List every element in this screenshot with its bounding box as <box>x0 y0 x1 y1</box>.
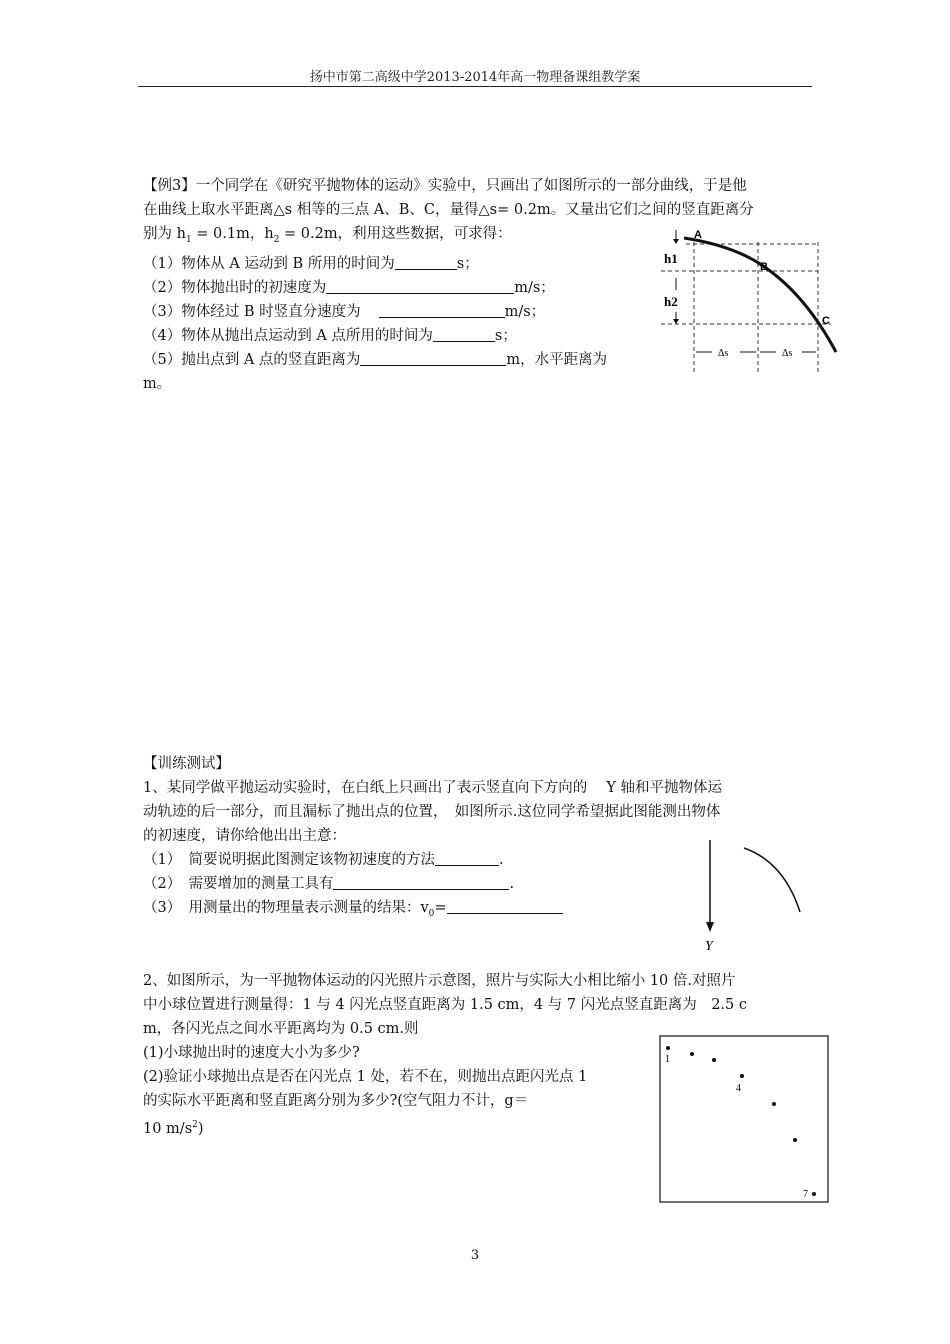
label-ds1: Δs <box>718 348 729 359</box>
answer-blank-2[interactable] <box>326 277 514 294</box>
answer-blank-4[interactable] <box>433 325 495 342</box>
problem2-question1: (1)小球抛出时的速度大小为多少? <box>143 1045 360 1061</box>
question-1: （1）物体从 A 运动到 B 所用的时间为 s； <box>143 252 754 276</box>
problem2-line3: m，各闪光点之间水平距离均为 0.5 cm.则 <box>143 1021 419 1037</box>
page-number: 3 <box>470 1248 480 1263</box>
problem2-text <box>143 969 747 1141</box>
answer-blank-p1-3[interactable] <box>447 897 563 914</box>
label-ds2: Δs <box>782 348 793 359</box>
label-b: B <box>760 261 768 273</box>
example3-line1: 【例3】一个同学在《研究平抛物体的运动》实验中，只画出了如图所示的一部分曲线，于是他 <box>143 178 747 194</box>
flash-point-6 <box>793 1138 797 1142</box>
problem2-question2-l1: (2)验证小球抛出点是否在闪光点 1 处，若不在，则抛出点距闪光点 1 <box>143 1069 588 1085</box>
photo-frame <box>660 1036 828 1202</box>
y-axis-label: Y <box>705 939 713 954</box>
answer-blank-p1-1[interactable] <box>435 849 499 866</box>
problem1-question1: （1） 简要说明据此图测定该物初速度的方法 . <box>143 848 722 872</box>
header-rule <box>138 86 812 87</box>
example3-curve-figure <box>656 224 844 376</box>
problem1-question2: （2） 需要增加的测量工具有 . <box>143 872 722 896</box>
example3-line2: 在曲线上取水平距离△s 相等的三点 A、B、C，量得△s= 0.2m。又量出它们之间的竖直距离分 <box>143 202 754 218</box>
answer-blank-1[interactable] <box>395 253 457 270</box>
trajectory-segment <box>744 848 800 912</box>
problem1-question3: （3） 用测量出的物理量表示测量的结果：$v_0=$ <box>143 896 722 926</box>
problem2-line2: 中小球位置进行测量得：1 与 4 闪光点竖直距离为 1.5 cm，4 与 7 闪光点竖直距离为 2.5 c <box>143 997 747 1013</box>
problem1-line3: 的初速度，请你给他出出主意： <box>143 828 346 844</box>
training-heading: 【训练测试】 <box>143 756 230 772</box>
question-5-tail: m。 <box>143 375 172 392</box>
answer-blank-5[interactable] <box>360 349 506 366</box>
trajectory-curve <box>684 238 836 352</box>
y-axis-arrow <box>706 922 714 932</box>
flash-point-5 <box>772 1102 776 1106</box>
flash-point-4 <box>740 1074 744 1078</box>
flash-point-3 <box>712 1058 716 1062</box>
label-h2: h2 <box>664 294 678 309</box>
answer-blank-3[interactable] <box>379 301 505 318</box>
flash-point-2 <box>690 1052 694 1056</box>
problem1-line1: 1、某同学做平抛运动实验时，在白纸上只画出了表示竖直向下方向的 Y 轴和平抛物体运 <box>143 780 723 796</box>
problem2-question2-l3: 10 $m/s^2$) <box>143 1120 204 1137</box>
label-a: A <box>694 229 702 241</box>
flash-label-4: 4 <box>736 1083 741 1094</box>
problem2-question2-l2: 的实际水平距离和竖直距离分别为多少?(空气阻力不计，g＝ <box>143 1093 529 1109</box>
flash-point-1 <box>666 1046 670 1050</box>
answer-blank-p1-2[interactable] <box>333 873 509 890</box>
flash-label-7: 7 <box>803 1189 808 1200</box>
problem2-flash-figure <box>658 1034 832 1206</box>
flash-point-7 <box>812 1192 816 1196</box>
problem1-figure <box>700 836 812 956</box>
problem1-line2: 动轨迹的后一部分，而且漏标了抛出点的位置， 如图所示.这位同学希望据此图能测出物体 <box>143 804 721 820</box>
page-header: 扬中市第二高级中学2013-2014年高一物理备课组教学案 <box>309 70 641 85</box>
training-section <box>143 752 722 926</box>
question-2: （2）物体抛出时的初速度为 m/s； <box>143 276 754 300</box>
label-h1: h1 <box>664 251 678 266</box>
label-c: C <box>822 315 830 327</box>
example3-line3: 别为 $h_1 = 0.1m$，$h_2 = 0.2m$，利用这些数据，可求得： <box>143 226 512 245</box>
question-3: （3）物体经过 B 时竖直分速度为 m/s； <box>143 300 754 324</box>
problem2-line1: 2、如图所示，为一平抛物体运动的闪光照片示意图，照片与实际大小相比缩小 10 倍.对照片 <box>143 973 736 989</box>
question-4: （4）物体从抛出点运动到 A 点所用的时间为 s； <box>143 324 754 348</box>
flash-label-1: 1 <box>665 1054 670 1065</box>
question-5: （5）抛出点到 A 点的竖直距离为 m，水平距离为 <box>143 348 754 372</box>
